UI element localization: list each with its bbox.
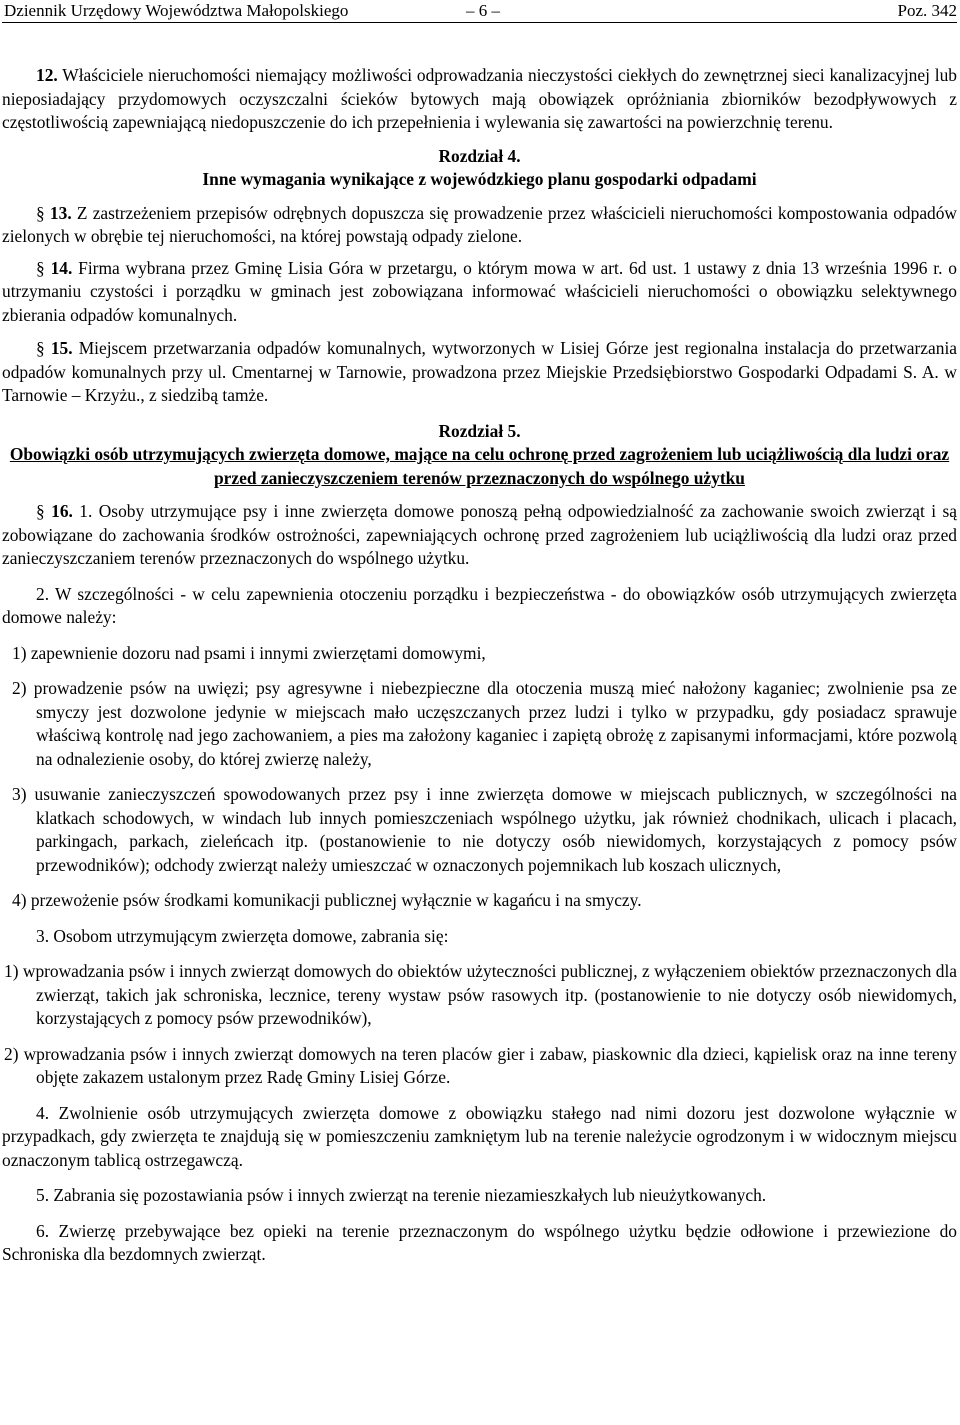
section-sign: § (36, 501, 45, 521)
paragraph-13 (2, 202, 957, 249)
list-item: 1) wprowadzania psów i innych zwierząt domowych do obiektów użyteczności publicznej, z wyłączeniem obiektów przeznaczonych dla zwierząt, takich jak schroniska, lecznice, tereny wystaw psów rasowych itp. (postanowienie to nie dotyczy osób niewidomych, korzystających z pomocy psów przewodników), (4, 961, 957, 1028)
paragraph-16-point-1 (2, 500, 957, 571)
journal-title: Dziennik Urzędowy Województwa Małopolskiego (4, 1, 349, 20)
chapter-5-title: Obowiązki osób utrzymujących zwierzęta domowe, mające na celu ochronę przed zagrożeniem lub uciążliwością dla ludzi oraz przed zanieczyszczeniem terenów przeznaczonych do wspólnego użytku (9, 444, 950, 488)
list-item: 1) zapewnienie dozoru nad psami i innymi zwierzętami domowymi, (12, 642, 486, 663)
paragraph-16-point-2: 2. W szczególności - w celu zapewnienia otoczeniu porządku i bezpieczeństwa - do obowiązków osób utrzymujących zwierzęta domowe należy: (2, 583, 957, 627)
paragraph-number: 15. (50, 338, 73, 358)
chapter-5-label: Rozdział 5. (438, 420, 521, 441)
paragraph-text: Z zastrzeżeniem przepisów odrębnych dopuszcza się prowadzenie przez właścicieli nieruchomości kompostowania odpadów zielonych w obrębie tej nieruchomości, na której powstają odpady zielone. (2, 202, 957, 246)
paragraph-16-point-6: 6. Zwierzę przebywające bez opieki na terenie przeznaczonym do wspólnego użytku będzie odłowione i przewiezione do Schroniska dla bezdomnych zwierząt. (2, 1220, 957, 1264)
chapter-4-title: Inne wymagania wynikające z wojewódzkiego planu gospodarki odpadami (202, 169, 757, 189)
paragraph-14 (2, 257, 957, 328)
paragraph-text: 1. Osoby utrzymujące psy i inne zwierzęta domowe ponoszą pełną odpowiedzialność za zachowanie swoich zwierząt i są zobowiązane do zachowania środków ostrożności, zapewniających ochronę przed zagrożeniem lub uciążliwością dla ludzi oraz przed zanieczyszczaniem terenów przeznaczonych do wspólnego użytku. (2, 501, 957, 568)
header-rule (2, 22, 957, 23)
section-sign: § (36, 338, 45, 358)
paragraph-16-point-4: 4. Zwolnienie osób utrzymujących zwierzęta domowe z obowiązku stałego nad nimi dozoru jest dozwolone wyłącznie w przypadkach, gdy zwierzęta te znajdują się w pomieszczeniu zamkniętym lub na terenie należycie ogrodzonym i w widocznym miejscu oznaczonym tablicą ostrzegawczą. (2, 1102, 957, 1170)
list-item: 2) prowadzenie psów na uwięzi; psy agresywne i niebezpieczne dla otoczenia muszą mieć nałożony kaganiec; zwolnienie psa ze smyczy jest dozwolone jedynie w miejscach mało uczęszczanych przez ludzi i tylko w przypadku, gdy posiadacz sprawuje właściwą kontrolę nad jego zachowaniem, a pies ma założony kaganiec i zapiętą obrożę z zapisanymi informacjami, które pozwolą na odnalezienie osoby, do której zwierzę należy, (12, 678, 957, 769)
chapter-4-label: Rozdział 4. (438, 145, 521, 166)
list-item: 3) usuwanie zanieczyszczeń spowodowanych przez psy i inne zwierzęta domowe w miejscach publicznych, w szczególności na klatkach schodowych, w windach lub innych pomieszczeniach wspólnego użytku, jak również chodnikach, ulicach i placach, parkingach, parkach, zieleńcach itp. (postanowienie to nie dotyczy osób niewidomych, korzystających z pomocy psów przewodników); odchody zwierząt należy umieszczać w oznaczonych pojemnikach lub koszach ulicznych, (12, 784, 957, 875)
paragraph-text: Miejscem przetwarzania odpadów komunalnych, wytworzonych w Lisiej Górze jest regionalna instalacja do przetwarzania odpadów komunalnych przy ul. Cmentarnej w Tarnowie, prowadzona przez Miejskie Przedsiębiorstwo Gospodarki Odpadami S. A. w Tarnowie – Krzyżu., z siedzibą tamże. (2, 338, 957, 405)
paragraph-16-point-5: 5. Zabrania się pozostawiania psów i innych zwierząt na terenie niezamieszkałych lub nieużytkowanych. (36, 1185, 767, 1205)
paragraph-number: 16. (51, 501, 73, 521)
paragraph-15 (2, 337, 957, 408)
list-item: 4) przewożenie psów środkami komunikacji publicznej wyłącznie w kagańcu i na smyczy. (12, 890, 642, 910)
list-item: 2) wprowadzania psów i innych zwierząt domowych na teren placów gier i zabaw, piaskownic dla dzieci, kąpielisk oraz na inne tereny objęte zakazem ustalonym przez Radę Gminy Lisiej Górze. (4, 1043, 957, 1087)
paragraph-number: 14. (50, 257, 73, 278)
paragraph-number: 12. (36, 65, 58, 85)
paragraph-16-point-3: 3. Osobom utrzymującym zwierzęta domowe, zabrania się: (36, 925, 449, 946)
paragraph-number: 13. (49, 202, 72, 223)
document-body (2, 64, 957, 1267)
section-sign: § (36, 202, 45, 223)
paragraph-12 (2, 64, 957, 135)
paragraph-text: Właściciele nieruchomości niemający możliwości odprowadzania nieczystości ciekłych do zewnętrznej sieci kanalizacyjnej lub nieposiadający przydomowych oczyszczalni ścieków bytowych mają obowiązek opróżniania zbiorników bezodpływowych z częstotliwością zapewniającą niedopuszczenie do ich przepełnienia i wylewania się zawartości na powierzchnię terenu. (2, 65, 957, 132)
paragraph-text: Firma wybrana przez Gminę Lisia Góra w przetargu, o którym mowa w art. 6d ust. 1 ustawy z dnia 13 września 1996 r. o utrzymaniu czystości i porządku w gminach jest zobowiązana informować właścicieli nieruchomości o obowiązku selektywnego zbierania odpadów komunalnych. (2, 257, 957, 325)
page-number: – 6 – (466, 1, 500, 20)
page-header (2, 0, 957, 22)
section-sign: § (36, 257, 45, 278)
position-number: Poz. 342 (897, 1, 957, 20)
